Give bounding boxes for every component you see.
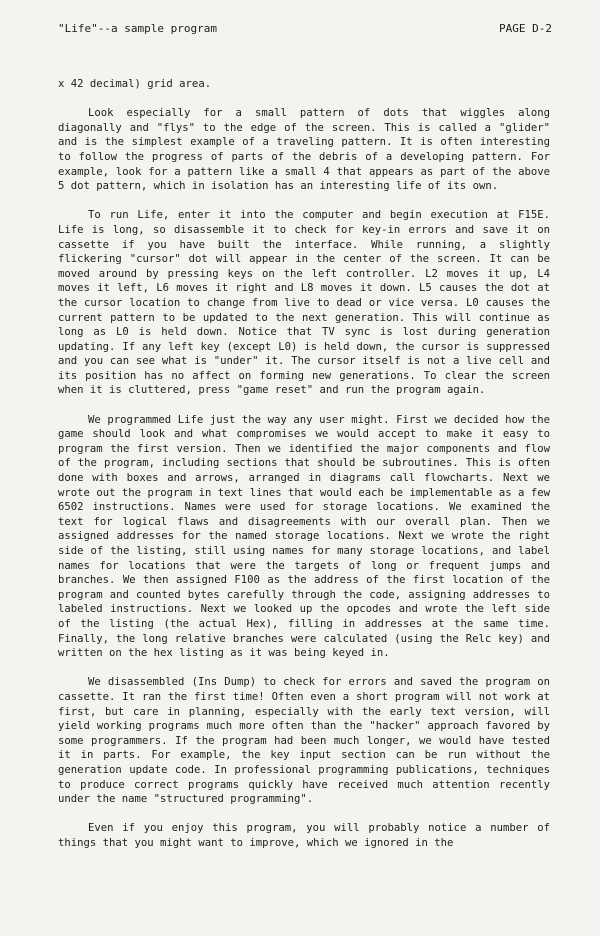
paragraph-running-life: To run Life, enter it into the computer and begin execution at F15E. Life is long, so disassemble it to check for key-in errors and save it on cassette if you have built the interface. While running, a slightly flickering "cursor" dot will appear in the center of the screen. It can be moved around by pressing keys on the left controller. L2 moves it up, L4 moves it left, L6 moves it right and L8 moves it down. L5 causes the dot at the cursor location to change from live to dead or vice versa. L0 causes the current pattern to be updated to the next generation. This will continue as long as L0 is held down. Notice that TV sync is lost during generation updating. If any left key (except L0) is held down, the cursor is suppressed and you can see what is "under" it. The cursor itself is not a live cell and its position has no affect on forming new generations. To clear the screen when it is cluttered, press "game reset" and run the program again. (58, 209, 550, 397)
paragraph-continuation: x 42 decimal) grid area. (58, 78, 212, 90)
paragraph-programming-process: We programmed Life just the way any user might. First we decided how the game should look and what compromises we would accept to make it easy to program the first version. Then we identified the major components and flow of the program, including sections that should be subroutines. This is often done with boxes and arrows, arranged in diagrams call flowcharts. Next we wrote out the program in text lines that would each be implementable as a few 6502 instructions. Names were used for storage locations. We examined the text for logical flaws and disagreements with our overall plan. Then we assigned addresses for the named storage locations. Next we wrote the right side of the listing, still using names for many storage locations, and label names for locations that were the targets of long or frequent jumps and branches. We then assigned F100 as the address of the first location of the program and counted bytes carefully through the code, assigning addresses to labeled instructions. Next we looked up the opcodes and wrote the left side of the listing (the actual Hex), filling in addresses at the same time. Finally, the long relative branches were calculated (using the Relc key) and written on the hex listing as it was being keyed in. (58, 413, 550, 660)
body-text (58, 77, 550, 850)
page-header (58, 22, 552, 35)
paragraph-improvements: Even if you enjoy this program, you will probably notice a number of things that you might want to improve, which we ignored in the (58, 822, 550, 849)
paragraph-glider: Look especially for a small pattern of dots that wiggles along diagonally and "flys" to the edge of the screen. This is called a "glider" and is the simplest example of a traveling pattern. It is often interesting to follow the progress of parts of the debris of a developing pattern. For example, look for a pattern like a small 4 that appears as part of the above 5 dot pattern, which in isolation has an interesting life of its own. (58, 107, 550, 193)
paragraph-testing: We disassembled (Ins Dump) to check for errors and saved the program on cassette. It ran the first time! Often even a short program will not work at first, but care in planning, especially with the early text version, will yield working programs much more often than the "hacker" approach favored by some programmers. If the program had been much longer, we would have tested it in parts. For example, the key input section can be run without the generation update code. In professional programming publications, techniques to produce correct programs quickly have received much attention recently under the name "structured programming". (58, 676, 550, 806)
running-title: "Life"--a sample program (58, 22, 217, 35)
page-number: PAGE D-2 (499, 22, 552, 35)
